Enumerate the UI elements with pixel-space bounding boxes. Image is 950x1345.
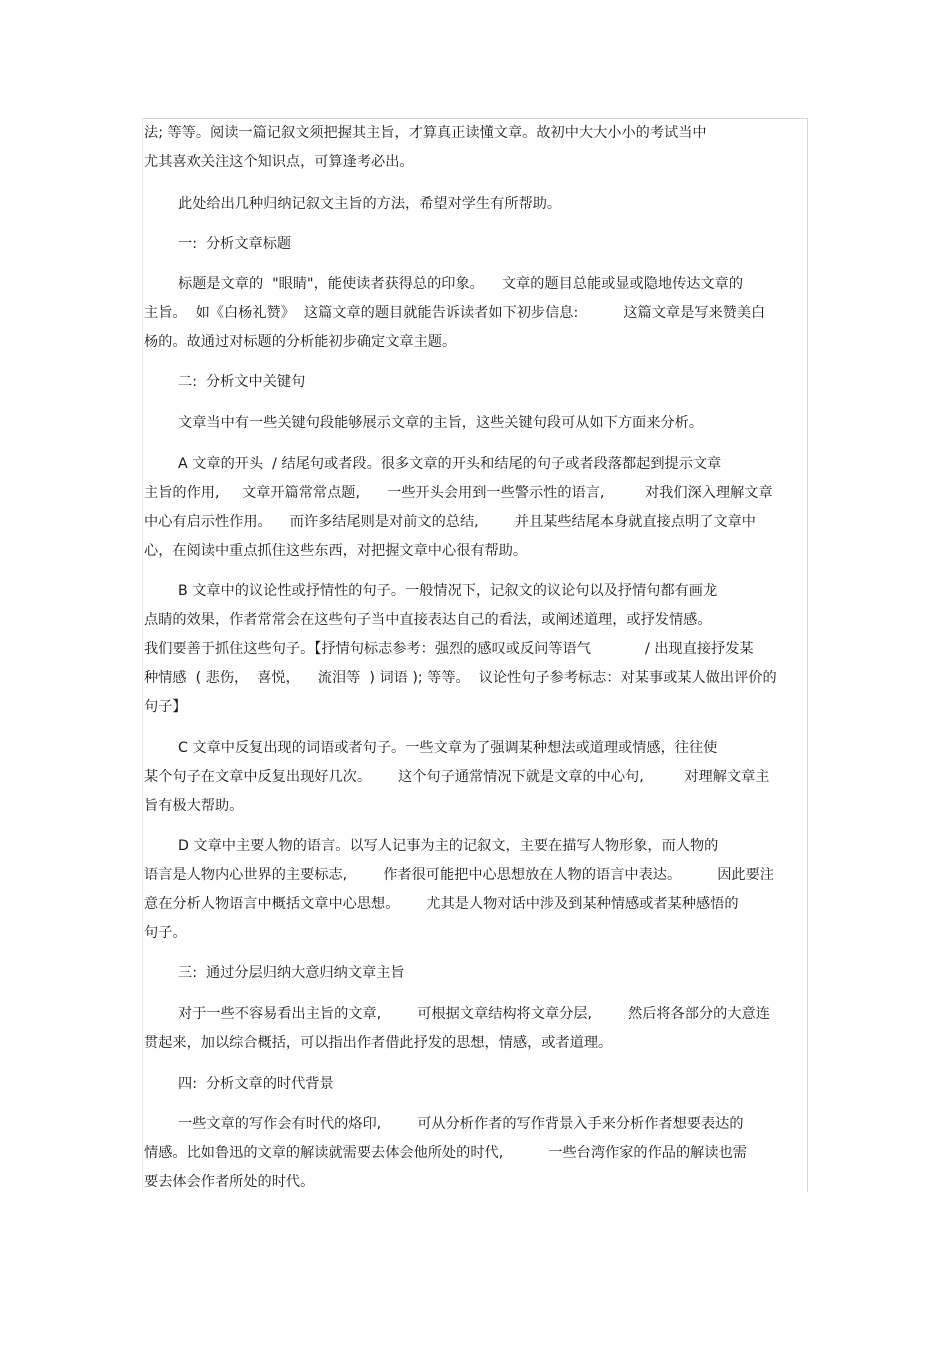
text-line: 文章当中有一些关键句段能够展示文章的主旨，这些关键句段可从如下方面来分析。	[178, 415, 703, 431]
text-line: 旨有极大帮助。	[144, 798, 244, 814]
text-line: 标题是文章的 "眼睛"，能使读者获得总的印象。 文章的题目总能或显或隐地传达文章的	[178, 276, 744, 292]
section-heading: 四: 分析文章的时代背景	[178, 1076, 334, 1092]
text-line: 主旨的作用, 文章开篇常常点题, 一些开头会用到一些警示性的语言, 对我们深入理解文章	[144, 485, 773, 501]
text-line: 点睛的效果，作者常常会在这些句子当中直接表达自己的看法，或阐述道理，或抒发情感。	[144, 612, 712, 628]
text-line: 语言是人物内心世界的主要标志, 作者很可能把中心思想放在人物的语言中表达。 因此要注	[144, 867, 774, 883]
page-frame-top-border	[142, 118, 808, 119]
section-heading: 三: 通过分层归纳大意归纳文章主旨	[178, 965, 405, 981]
text-line: 法; 等等。阅读一篇记叙文须把握其主旨，才算真正读懂文章。故初中大大小小的考试当中	[144, 125, 707, 141]
text-line: 此处给出几种归纳记叙文主旨的方法，希望对学生有所帮助。	[178, 196, 562, 212]
text-line: 句子。	[144, 925, 187, 941]
text-line: 贯起来，加以综合概括，可以指出作者借此抒发的思想，情感，或者道理。	[144, 1035, 613, 1051]
text-line: 意在分析人物语言中概括文章中心思想。 尤其是人物对话中涉及到某种情感或者某种感悟的	[144, 896, 739, 912]
text-line: D 文章中主要人物的语言。以写人记事为主的记叙文，主要在描写人物形象，而人物的	[178, 838, 719, 854]
text-line: 尤其喜欢关注这个知识点，可算逢考必出。	[144, 154, 414, 170]
text-line: 我们要善于抓住这些句子。【抒情句标志参考：强烈的感叹或反问等语气 / 出现直接抒发某	[144, 641, 754, 657]
text-line: 中心有启示性作用。 而许多结尾则是对前文的总结, 并且某些结尾本身就直接点明了文章中	[144, 514, 756, 530]
text-line: 种情感 ( 悲伤， 喜悦， 流泪等 ) 词语 ); 等等。 议论性句子参考标志：对某事或某人做出评价的	[144, 670, 777, 686]
text-line: 主旨。 如《白杨礼赞》 这篇文章的题目就能告诉读者如下初步信息: 这篇文章是写来赞美白	[144, 305, 766, 321]
text-line: 情感。比如鲁迅的文章的解读就需要去体会他所处的时代, 一些台湾作家的作品的解读也需	[144, 1145, 747, 1161]
section-heading: 二: 分析文中关键句	[178, 374, 306, 390]
text-line: B 文章中的议论性或抒情性的句子。一般情况下，记叙文的议论句以及抒情句都有画龙	[178, 583, 718, 599]
page-frame-left-border	[142, 118, 143, 1192]
text-line: A 文章的开头 / 结尾句或者段。很多文章的开头和结尾的句子或者段落都起到提示文章	[178, 456, 722, 472]
text-line: C 文章中反复出现的词语或者句子。一些文章为了强调某种想法或道理或情感，往往使	[178, 740, 718, 756]
text-line: 一些文章的写作会有时代的烙印, 可从分析作者的写作背景入手来分析作者想要表达的	[178, 1116, 744, 1132]
section-heading: 一: 分析文章标题	[178, 236, 292, 252]
text-line: 杨的。故通过对标题的分析能初步确定文章主题。	[144, 334, 457, 350]
text-line: 心，在阅读中重点抓住这些东西，对把握文章中心很有帮助。	[144, 543, 528, 559]
text-line: 要去体会作者所处的时代。	[144, 1174, 315, 1190]
page-frame-right-border	[807, 118, 808, 1192]
text-line: 某个句子在文章中反复出现好几次。 这个句子通常情况下就是文章的中心句, 对理解文章主	[144, 769, 770, 785]
text-line: 对于一些不容易看出主旨的文章, 可根据文章结构将文章分层, 然后将各部分的大意连	[178, 1006, 770, 1022]
text-line: 句子】	[144, 699, 187, 715]
